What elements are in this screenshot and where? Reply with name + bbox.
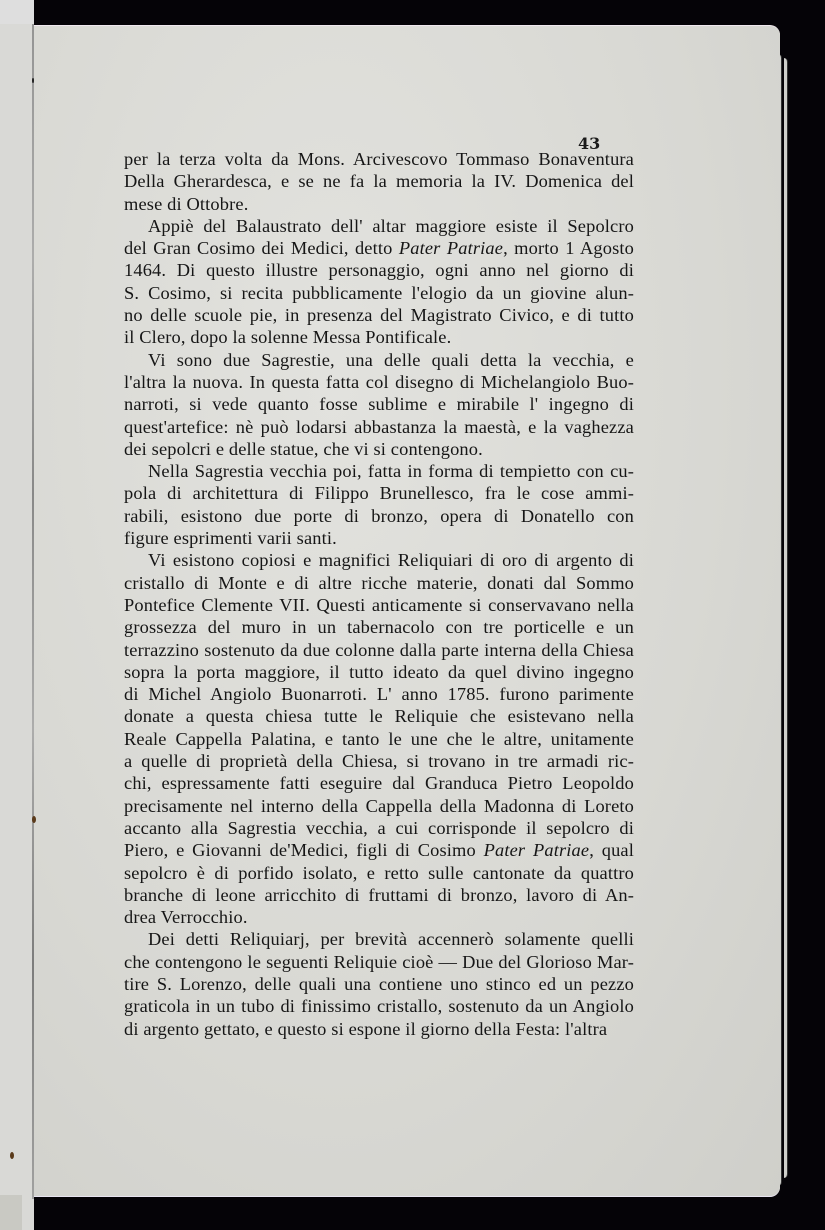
text-line: Vi sono due Sagrestie, una delle quali detta la vecchia, e — [148, 349, 634, 370]
facing-page-edge — [0, 0, 34, 1230]
body-text — [124, 148, 634, 1040]
stacked-page-edge — [784, 58, 788, 1178]
text-line: del Gran Cosimo dei Medici, detto Pater Patriae, morto 1 Agosto — [124, 238, 634, 259]
paper-blemish — [32, 816, 36, 823]
text-line: precisamente nel interno della Cappella della Madonna di Loreto — [124, 795, 634, 816]
text-line: pola di architettura di Filippo Brunellesco, fra le cose ammi- — [124, 483, 634, 504]
paragraph-p4 — [124, 460, 634, 549]
paragraph-p5 — [124, 549, 634, 928]
text-line: che contengono le seguenti Reliquie cioè — Due del Glorioso Mar- — [124, 951, 634, 972]
text-line: a quelle di proprietà della Chiesa, si trovano in tre armadi ric- — [124, 751, 634, 772]
text-line: terrazzino sostenuto da due colonne dalla parte interna della Chiesa — [124, 639, 634, 660]
italic-phrase: Pater Patriae — [398, 238, 504, 259]
text-line: figure esprimenti varii santi. — [124, 528, 337, 549]
text-line: accanto alla Sagrestia vecchia, a cui corrisponde il sepolcro di — [124, 817, 634, 838]
text-line: Nella Sagrestia vecchia poi, fatta in forma di tempietto con cu- — [148, 461, 634, 482]
text-line: Appiè del Balaustrato dell' altar maggiore esiste il Sepolcro — [148, 215, 634, 236]
text-line: donate a questa chiesa tutte le Reliquie che esistevano nella — [124, 706, 634, 727]
text-line: quest'artefice: nè può lodarsi abbastanza la maestà, e la vaghezza — [124, 416, 634, 437]
paragraph-p6 — [124, 928, 634, 1039]
text-line: narroti, si vede quanto fosse sublime e mirabile l' ingegno di — [124, 394, 634, 415]
paragraph-p3 — [124, 349, 634, 460]
text-line: graticola in un tubo di finissimo cristallo, sostenuto da un Angiolo — [124, 996, 634, 1017]
spine-gutter-line — [32, 24, 34, 1199]
text-line: sepolcro è di porfido isolato, e retto sulle cantonate da quattro — [124, 862, 634, 883]
text-line: Reale Cappella Palatina, e tanto le une che le altre, unitamente — [124, 728, 634, 749]
page-number: 43 — [578, 134, 601, 153]
text-line: Dei detti Reliquiarj, per brevità accennerò solamente quelli — [148, 929, 634, 950]
text-line: S. Cosimo, si recita pubblicamente l'elogio da un giovine alun- — [124, 282, 634, 303]
text-line: mese di Ottobre. — [124, 193, 249, 214]
text-line: rabili, esistono due porte di bronzo, opera di Donatello con — [124, 505, 634, 526]
text-line: Della Gherardesca, e se ne fa la memoria la IV. Domenica del — [124, 171, 634, 192]
text-line: tire S. Lorenzo, delle quali una contiene uno stinco ed un pezzo — [124, 973, 634, 994]
paragraph-p1 — [124, 148, 634, 215]
text-line: cristallo di Monte e di altre ricche materie, donati dal Sommo — [124, 572, 634, 593]
text-line: branche di leone arricchito di fruttami di bronzo, lavoro di An- — [124, 884, 634, 905]
paper-blemish — [32, 78, 34, 83]
text-line: Piero, e Giovanni de'Medici, figli di Cosimo Pater Patriae, qual — [124, 840, 634, 861]
text-line: Pontefice Clemente VII. Questi anticamente si conservavano nella — [124, 594, 634, 615]
text-line: di Michel Angiolo Buonarroti. L' anno 1785. furono parimente — [124, 684, 634, 705]
text-line: per la terza volta da Mons. Arcivescovo Tommaso Bonaventura — [124, 149, 634, 169]
italic-phrase: Pater Patriae — [483, 840, 590, 861]
text-line: no delle scuole pie, in presenza del Magistrato Civico, e di tutto — [124, 305, 634, 326]
paper-blemish — [10, 1152, 14, 1159]
text-line: chi, espressamente fatti eseguire dal Granduca Pietro Leopoldo — [124, 773, 634, 794]
paragraph-p2 — [124, 215, 634, 349]
text-line: di argento gettato, e questo si espone il giorno della Festa: l'altra — [124, 1018, 608, 1039]
text-line: 1464. Di questo illustre personaggio, ogni anno nel giorno di — [124, 260, 634, 281]
facing-page-bottom — [0, 1195, 22, 1230]
text-line: l'altra la nuova. In questa fatta col disegno di Michelangiolo Buo- — [124, 371, 634, 392]
text-line: sopra la porta maggiore, il tutto ideato da quel divino ingegno — [124, 661, 634, 682]
text-line: il Clero, dopo la solenne Messa Pontificale. — [124, 327, 452, 348]
facing-page-top — [0, 0, 34, 24]
text-line: dei sepolcri e delle statue, che vi si contengono. — [124, 438, 483, 459]
text-line: drea Verrocchio. — [124, 907, 248, 928]
text-line: grossezza del muro in un tabernacolo con tre porticelle e un — [124, 617, 634, 638]
text-line: Vi esistono copiosi e magnifici Reliquiari di oro di argento di — [148, 550, 634, 571]
